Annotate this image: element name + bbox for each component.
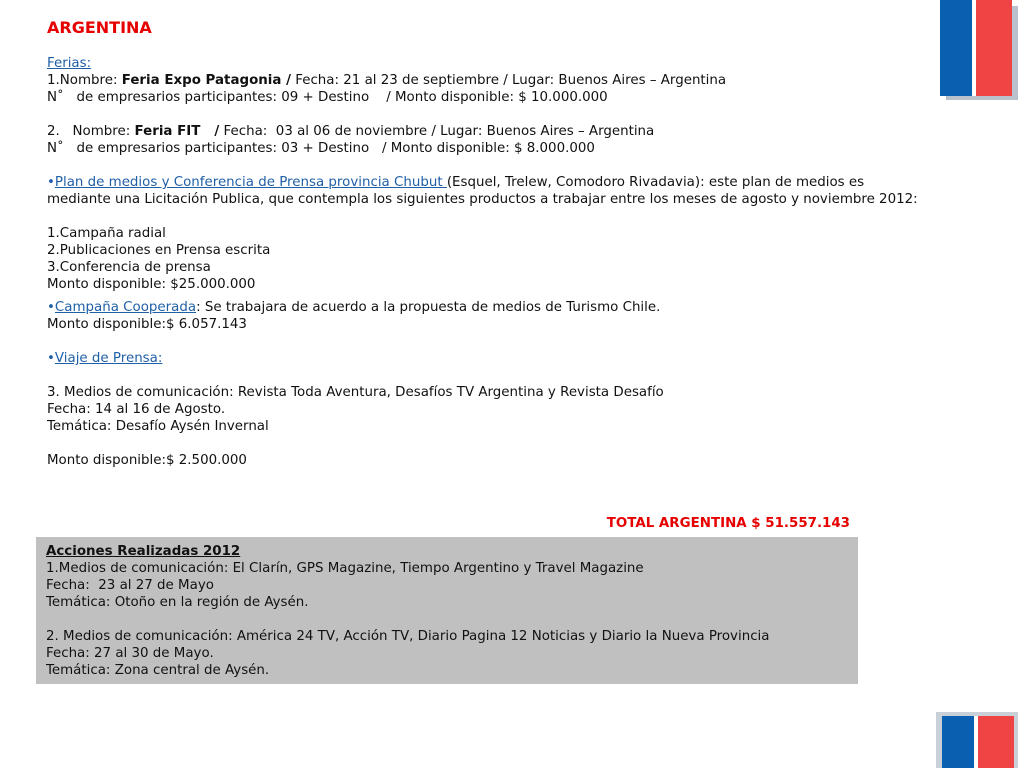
- plan-medios-link[interactable]: Plan de medios y Conferencia de Prensa provincia Chubut: [54, 175, 447, 190]
- acciones-2-medios: 2. Medios de comunicación: América 24 TV, Acción TV, Diario Pagina 12 Noticias y Diario la Nueva Provincia: [46, 629, 770, 644]
- acciones-1-tematica: Temática: Otoño en la región de Aysén.: [46, 595, 309, 610]
- viaje-tematica: Temática: Desafío Aysén Invernal: [47, 419, 269, 434]
- feria-2-line: 2. Nombre: Feria FIT / Fecha: 03 al 06 de noviembre / Lugar: Buenos Aires – Argentina: [47, 124, 655, 139]
- acciones-1-fecha: Fecha: 23 al 27 de Mayo: [46, 578, 214, 593]
- bullet: •: [47, 300, 55, 315]
- plan-item-1: 1.Campaña radial: [47, 226, 166, 241]
- plan-medios-paragraph: •Plan de medios y Conferencia de Prensa provincia Chubut (Esquel, Trelew, Comodoro Rivadavia): este plan de medios es mediante una Licitación Publica, que contempla los siguientes productos a trabajar entre los meses de agosto y noviembre 2012:: [47, 175, 918, 207]
- viaje-fecha: Fecha: 14 al 16 de Agosto.: [47, 402, 226, 417]
- main-content: [47, 18, 947, 469]
- flag-decoration-bottom: [936, 712, 1018, 768]
- total-argentina: TOTAL ARGENTINA $ 51.557.143: [606, 516, 850, 531]
- campana-line: •Campaña Cooperada: Se trabajara de acuerdo a la propuesta de medios de Turismo Chile.: [47, 300, 661, 315]
- feria-1-details: N˚ de empresarios participantes: 09 + Destino / Monto disponible: $ 10.000.000: [47, 90, 608, 105]
- feria-1-line: 1.Nombre: Feria Expo Patagonia / Fecha: 21 al 23 de septiembre / Lugar: Buenos Aires – Argentina: [47, 73, 727, 88]
- feria-1-name: Feria Expo Patagonia /: [121, 73, 291, 88]
- viaje-link[interactable]: Viaje de Prensa:: [54, 351, 163, 366]
- viaje-line: [47, 350, 947, 367]
- acciones-2-tematica: Temática: Zona central de Aysén.: [46, 663, 270, 678]
- plan-item-2: 2.Publicaciones en Prensa escrita: [47, 243, 271, 258]
- bullet: •: [47, 351, 55, 366]
- page-title: ARGENTINA: [47, 18, 152, 37]
- plan-monto: Monto disponible: $25.000.000: [47, 277, 256, 292]
- feria-2-name: Feria FIT /: [134, 124, 220, 139]
- viaje-medios: 3. Medios de comunicación: Revista Toda Aventura, Desafíos TV Argentina y Revista Desafío: [47, 385, 664, 400]
- campana-monto: Monto disponible:$ 6.057.143: [47, 317, 247, 332]
- acciones-2-fecha: Fecha: 27 al 30 de Mayo.: [46, 646, 214, 661]
- plan-item-3: 3.Conferencia de prensa: [47, 260, 211, 275]
- acciones-1-medios: 1.Medios de comunicación: El Clarín, GPS Magazine, Tiempo Argentino y Travel Magazine: [46, 561, 644, 576]
- acciones-heading: Acciones Realizadas 2012: [46, 544, 241, 559]
- campana-link[interactable]: Campaña Cooperada: [54, 300, 197, 315]
- bullet: •: [47, 175, 55, 190]
- feria-2-details: N˚ de empresarios participantes: 03 + Destino / Monto disponible: $ 8.000.000: [47, 141, 595, 156]
- flag-decoration-top: [940, 0, 1018, 100]
- acciones-box: [36, 537, 858, 684]
- ferias-heading[interactable]: Ferias:: [47, 56, 92, 71]
- viaje-monto: Monto disponible:$ 2.500.000: [47, 453, 247, 468]
